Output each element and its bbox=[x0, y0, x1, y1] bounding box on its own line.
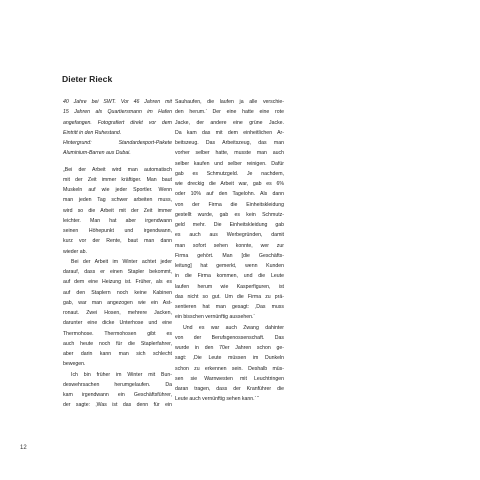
body-line: Muskeln auf wie jeder Sportler. Wenn bbox=[63, 187, 172, 193]
body-line: darauf, dass er einen Stapler bekommt, bbox=[63, 269, 172, 275]
intro-line: 40 Jahre bei SWT. Vor 46 Jahren mit bbox=[63, 99, 172, 105]
body-line: oder 10% auf den Tagelohn. Als dann bbox=[175, 191, 284, 198]
body-line: aber darin kann man sich schlecht bbox=[63, 351, 172, 357]
page-title: Dieter Rieck bbox=[62, 74, 113, 84]
body-line: seinen Höhepunkt und irgendwann, bbox=[63, 228, 172, 234]
body-line: ronaut. Zwei Hosen, mehrere Jacken, bbox=[63, 310, 172, 316]
body-line: auf dem eine Heizung ist. Früher, als es bbox=[63, 279, 172, 286]
body-line: sentieren hat man gesagt: ‚Das muss bbox=[175, 304, 284, 310]
body-line: „Bei der Arbeit wird man automatisch bbox=[63, 166, 172, 173]
body-line: Jacke, der andere eine grüne Jacke. bbox=[175, 119, 284, 126]
body-line: das nicht so gut. Um die Firma zu prä- bbox=[175, 293, 284, 300]
body-line: Sauhaufen, die laufen ja alle verschie- bbox=[175, 99, 284, 105]
body-line: der sagte: ‚Was ist das denn für ein bbox=[63, 402, 172, 409]
body-line: wieder ab. bbox=[63, 248, 87, 255]
intro-line: 15 Jahren als Quartiersmann im Hafen bbox=[63, 109, 172, 116]
body-line: gab es Schmutzgeld. Je nachdem, bbox=[175, 170, 284, 177]
body-line: beitszeug. Das Arbeitszeug, das man bbox=[175, 140, 284, 146]
intro-line: Eintritt in den Ruhestand. bbox=[63, 129, 122, 136]
right-column bbox=[175, 97, 284, 405]
body-line: wird so die Arbeit mit der Zeit immer bbox=[63, 207, 172, 214]
body-line: ein bisschen vernünftig aussehen.‘ bbox=[175, 314, 255, 321]
body-line: wurde in den 70er Jahren schon ge- bbox=[175, 345, 284, 351]
page-number: 12 bbox=[20, 445, 27, 451]
body-line: Thermohose. Thermohosen gibt es bbox=[63, 330, 172, 337]
intro-line: Hintergrund: Standardexport-Pakete bbox=[63, 140, 172, 146]
body-line: daran tragen, dass der Kranführer die bbox=[175, 386, 284, 392]
body-line: den herum.‘ Der eine hatte eine rote bbox=[175, 109, 284, 116]
body-line: auf den Staplern noch keine Kabinen bbox=[63, 289, 172, 296]
body-line: Bei der Arbeit im Winter achtet jeder bbox=[71, 258, 172, 265]
body-line: gab, war man angezogen wie ein Ast- bbox=[63, 299, 172, 306]
intro-paragraph bbox=[63, 97, 172, 159]
body-line: vorher selber hatte, musste man auch bbox=[175, 150, 284, 157]
body-line: sen sie Warnwesten mit Leuchtringen bbox=[175, 375, 284, 382]
left-column bbox=[63, 97, 172, 411]
body-line: wie dreckig die Arbeit war, gab es 6% bbox=[175, 181, 284, 187]
body-line: Leute auch vernünftig sehen kann.‘ “ bbox=[175, 396, 259, 403]
body-line: Firma gehört. Man [die Geschäfts- bbox=[175, 252, 284, 259]
body-line: auch heute noch für die Staplerfahrer, bbox=[63, 340, 172, 347]
body-line: sagt: ‚Die Leute müssen im Dunkeln bbox=[175, 355, 284, 362]
body-line: in die Firma kommen, und die Leute bbox=[175, 273, 284, 280]
body-line: leitung] hat gemerkt, wenn Kunden bbox=[175, 263, 284, 269]
body-line: Da kam das mit dem einheitlichen Ar- bbox=[175, 129, 284, 136]
body-line: deswehrsachen herumgelaufen. Da bbox=[63, 381, 172, 388]
body-line: gestellt wurde, gab es kein Schmutz- bbox=[175, 211, 284, 218]
body-text-left bbox=[63, 165, 172, 411]
body-line: Ich bin früher im Winter mit Bun- bbox=[71, 371, 172, 378]
body-line: geld mehr. Die Einheitskleidung gab bbox=[175, 222, 284, 228]
intro-line: angefangen. Fotografiert direkt vor dem bbox=[63, 119, 172, 126]
body-line: kam irgendwann ein Geschäftsführer, bbox=[63, 392, 172, 398]
body-line: bewegen. bbox=[63, 361, 86, 368]
body-line: von der Berufsgenossenschaft. Das bbox=[175, 334, 284, 341]
body-line: man sofort sehen konnte, wer zur bbox=[175, 242, 284, 249]
body-line: es auch aus Werbegründen, damit bbox=[175, 232, 284, 239]
body-line: leichter. Man hat aber irgendwann bbox=[63, 217, 172, 224]
body-line: laufen herum wie Kasperfiguren, ist bbox=[175, 283, 284, 290]
body-line: man jeden Tag schwer arbeiten muss, bbox=[63, 197, 172, 204]
intro-line: Aluminium-Barren aus Dubai. bbox=[63, 150, 131, 157]
body-line: selber kaufen und selber reinigen. Dafür bbox=[175, 160, 284, 167]
body-line: von der Firma die Einheitskleidung bbox=[175, 201, 284, 208]
body-line: Und es war auch Zwang dahinter bbox=[183, 324, 284, 331]
body-line: mit der Zeit immer kräftiger. Man baut bbox=[63, 176, 172, 183]
body-line: kurz vor der Rente, baut man dann bbox=[63, 238, 172, 245]
body-line: darunter eine dicke Unterhose und eine bbox=[63, 320, 172, 327]
body-line: schon zu erkennen sein. Deshalb müs- bbox=[175, 365, 284, 372]
